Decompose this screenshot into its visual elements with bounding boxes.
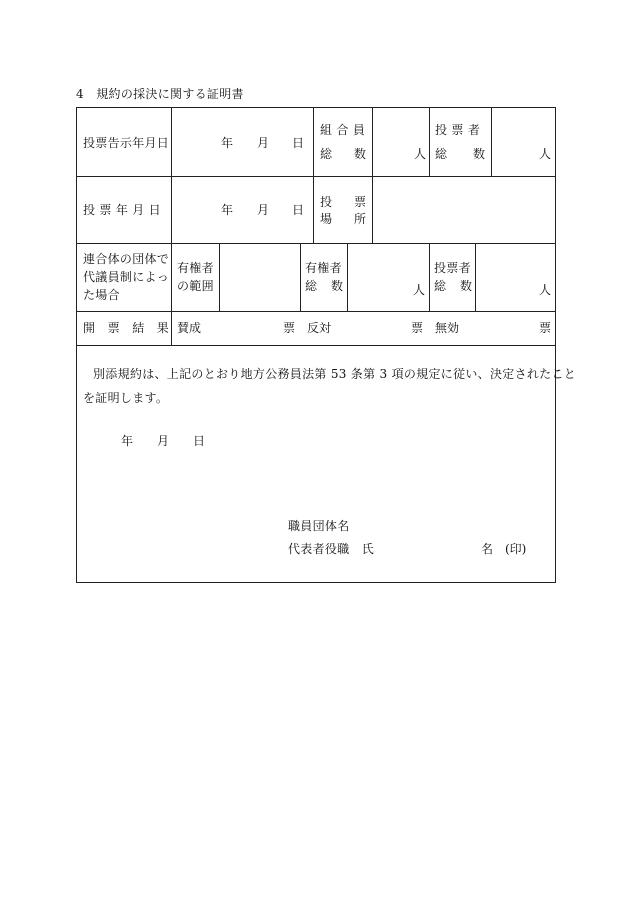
cert-month-label: 月	[157, 434, 170, 448]
r1-col-line-4	[429, 108, 430, 176]
rep-voters-unit: 人	[539, 283, 552, 297]
seal-mark-label: (印)	[505, 542, 527, 556]
row-divider-3	[77, 311, 555, 312]
total-voters-label-l2a: 総	[435, 147, 448, 161]
row-divider-1	[77, 176, 555, 177]
notice-month-label: 月	[257, 136, 270, 150]
federation-label-l2: 代議員制によっ	[83, 270, 170, 284]
votes-for-unit: 票	[283, 321, 296, 335]
eligible-total-label-l2b: 数	[331, 279, 344, 293]
row-divider-4	[77, 345, 555, 346]
eligible-scope-label-l1: 有権者	[177, 261, 214, 275]
vote-year-label: 年	[221, 203, 234, 217]
representative-title-label: 代表者役職 氏	[288, 542, 375, 556]
vote-date-label: 投 票 年 月 日	[83, 203, 161, 217]
r1-col-line-3	[372, 108, 373, 176]
r2-col-line-1	[171, 176, 172, 243]
count-result-label: 開 票 結 果	[83, 321, 170, 335]
vote-place-label-l2b: 所	[354, 212, 367, 226]
cert-year-label: 年	[121, 434, 134, 448]
r2-col-line-2	[313, 176, 314, 243]
r3-col-line-1	[171, 243, 172, 311]
eligible-total-label-l2a: 総	[305, 279, 318, 293]
r1-col-line-2	[313, 108, 314, 176]
r3-col-line-2	[219, 243, 220, 311]
union-members-label-l2b: 数	[354, 147, 367, 161]
notice-day-label: 日	[292, 136, 305, 150]
rep-voters-label-l2b: 数	[460, 279, 473, 293]
eligible-total-label-l1: 有権者	[305, 261, 342, 275]
representative-name-label: 名	[481, 542, 494, 556]
vote-place-label-l1a: 投	[320, 195, 333, 209]
cert-day-label: 日	[193, 434, 206, 448]
votes-for-label: 賛成	[177, 321, 202, 335]
vote-notice-date-label: 投票告示年月日	[83, 136, 170, 150]
votes-invalid-unit: 票	[539, 321, 552, 335]
votes-against-label: 反対	[307, 321, 332, 335]
total-voters-label-l2b: 数	[473, 147, 486, 161]
r2-col-line-3	[372, 176, 373, 243]
vote-place-label-l1b: 票	[354, 195, 367, 209]
certification-text-line1: 別添規約は、上記のとおり地方公務員法第 53 条第 3 項の規定に従い、決定されたこと	[93, 367, 577, 381]
r4-col-line-1	[171, 311, 172, 345]
vote-month-label: 月	[257, 203, 270, 217]
total-voters-label-l1: 投 票 者	[435, 123, 481, 137]
certification-text-line2: を証明します。	[83, 391, 169, 405]
staff-org-name-label: 職員団体名	[288, 519, 350, 533]
eligible-scope-label-l2: の範囲	[177, 279, 214, 293]
r1-col-line-1	[171, 108, 172, 176]
r3-col-line-4	[347, 243, 348, 311]
notice-year-label: 年	[221, 136, 234, 150]
votes-invalid-label: 無効	[435, 321, 460, 335]
votes-against-unit: 票	[411, 321, 424, 335]
eligible-total-unit: 人	[413, 283, 426, 297]
vote-day-label: 日	[292, 203, 305, 217]
rep-voters-label-l1: 投票者	[434, 261, 471, 275]
federation-label-l1: 連合体の団体で	[83, 252, 170, 266]
vote-place-label-l2a: 場	[320, 212, 333, 226]
federation-label-l3: た場合	[83, 288, 120, 302]
union-members-label-l2a: 総	[320, 147, 333, 161]
union-members-label-l1: 組 合 員	[320, 123, 366, 137]
rep-voters-label-l2a: 総	[434, 279, 447, 293]
r3-col-line-6	[475, 243, 476, 311]
form-heading: 4 規約の採決に関する証明書	[76, 87, 244, 101]
r1-col-line-5	[491, 108, 492, 176]
row-divider-2	[77, 243, 555, 244]
r3-col-line-3	[300, 243, 301, 311]
union-members-unit: 人	[414, 147, 427, 161]
r3-col-line-5	[429, 243, 430, 311]
total-voters-unit: 人	[539, 147, 552, 161]
certificate-form	[76, 107, 577, 583]
